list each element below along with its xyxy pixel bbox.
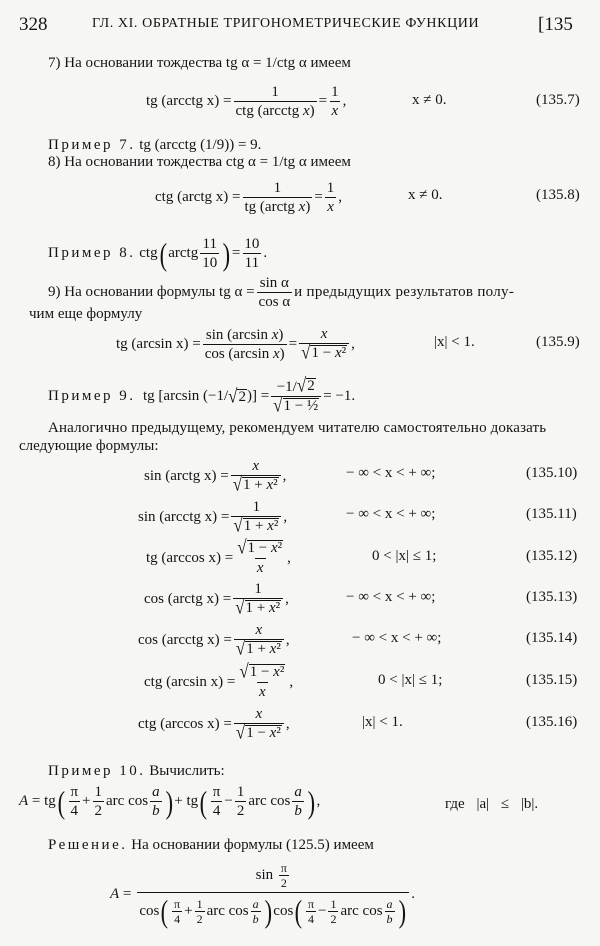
condition-135-12: 0 < |x| ≤ 1; [372,548,437,564]
example-9: Пример 9. tg [arcsin (−1/ √ 2 )] = −1/ √ 2 √ 1 − ½ = −1. [48,374,356,417]
item-9-line1: 9) На основании формулы tg α = $\frac{\text{sin α}}{\text{cos α}}$ и предыдущих результатов полу- [48,275,515,310]
condition-135-10: − ∞ < x < + ∞; [346,465,436,481]
example-7-expr: tg (arcctg (1/9)) = 9. [139,137,262,153]
condition-135-8: x ≠ 0. [408,187,443,203]
example-8: Пример 8. ctg ( arctg $\frac{11}{10}$ ) = $\frac{10}{11}$ . [48,235,268,272]
formula-135-12: tg (arccos x) = √ 1 − x² x , [146,536,291,576]
condition-135-7: x ≠ 0. [412,92,447,108]
example-7-label: Пример 7. [48,137,136,153]
equation-number-135-7: (135.7) [536,92,580,108]
formula-135-13-lhs: cos (arctg x) = [144,590,232,607]
solution-formula: A = sin $\frac{\pi}{2}$ cos ( $\frac{\pi}{4}$ + $\frac{1}{2}$ arc cos $\frac{a}{b}$ ) cos ( $\frac{\pi}{4}$ − $\frac{1}{2}$ arc cos $\frac{a}{b}$ ) . [110,861,415,929]
equation-number-135-15: (135.15) [526,672,578,688]
item-9-part1: 9) На основании формулы tg α = [48,284,255,300]
formula-135-16: ctg (arccos x) = x √ 1 − x² , [138,706,290,744]
formula-135-15-lhs: ctg (arcsin x) = [144,673,236,690]
formula-135-7: tg (arcctg x) = $\frac{1}{\text{ctg (arcctg x)}}$ = $\frac{1}{x}$ , [146,84,347,119]
solution [48,836,374,854]
formula-135-14: cos (arcctg x) = x √ 1 + x² , [138,622,290,660]
condition-135-9: |x| < 1. [434,334,475,350]
condition-example-10: где |a| ≤ |b|. [445,796,539,812]
equation-number-135-12: (135.12) [526,548,578,564]
equation-number-135-10: (135.10) [526,465,578,481]
equation-number-135-14: (135.14) [526,630,578,646]
formula-135-8: ctg (arctg x) = $\frac{1}{\text{tg (arctg x)}}$ = $\frac{1}{x}$ , [155,180,343,215]
item-9-part2: и предыдущих результатов полу- [294,284,515,300]
condition-135-16: |x| < 1. [362,714,403,730]
example-7 [48,136,261,154]
formula-135-8-lhs: ctg (arctg x) = [155,189,241,205]
page-number: 328 [19,14,48,35]
chapter-title: ГЛ. XI. ОБРАТНЫЕ ТРИГОНОМЕТРИЧЕСКИЕ ФУНКЦИИ [92,16,480,31]
formula-135-7-lhs: tg (arcctg x) = [146,93,232,109]
equation-number-135-9: (135.9) [536,334,580,350]
paragraph-line-1: Аналогично предыдущему, рекомендуем читателю самостоятельно доказать [48,420,547,436]
formula-135-15: ctg (arcsin x) = √ 1 − x² x , [144,660,294,700]
formula-135-10: sin (arctg x) = x √ 1 + x² , [144,458,287,496]
example-10-formula: A = tg ( $\frac{\pi}{4}$ + $\frac{1}{2}$ arc cos $\frac{a}{b}$ ) + tg ( $\frac{\pi}{4}$ − $\frac{1}{2}$ arc cos $\frac{a}{b}$ ) , [19,783,321,820]
formula-135-13: cos (arctg x) = 1 √ 1 + x² , [144,581,289,619]
condition-135-14: − ∞ < x < + ∞; [352,630,442,646]
paragraph-line-2: следующие формулы: [19,438,159,454]
section-marker: [135 [538,14,573,35]
condition-135-13: − ∞ < x < + ∞; [346,589,436,605]
example-10-text: Вычислить: [149,763,225,779]
formula-135-9: tg (arcsin x) = $\frac{\text{sin (arcsin x)}}{\text{cos (arcsin x)}}$ = x √ 1 − x² , [116,326,355,364]
formula-135-11: sin (arcctg x) = 1 √ 1 + x² , [138,499,288,537]
equation-number-135-11: (135.11) [526,506,577,522]
formula-135-12-lhs: tg (arccos x) = [146,549,234,566]
formula-135-14-lhs: cos (arcctg x) = [138,631,232,648]
formula-135-9-lhs: tg (arcsin x) = [116,335,201,352]
example-10-label: Пример 10. [48,763,146,779]
formula-135-10-lhs: sin (arctg x) = [144,467,229,484]
equation-number-135-8: (135.8) [536,187,580,203]
condition-135-11: − ∞ < x < + ∞; [346,506,436,522]
example-10 [48,762,225,780]
equation-number-135-16: (135.16) [526,714,578,730]
example-8-label: Пример 8. [48,245,136,261]
item-7-text: 7) На основании тождества tg α = 1/ctg α имеем [48,55,351,71]
solution-label: Решение. [48,837,128,853]
condition-135-15: 0 < |x| ≤ 1; [378,672,443,688]
formula-135-11-lhs: sin (arcctg x) = [138,508,230,525]
item-8-text: 8) На основании тождества ctg α = 1/tg α имеем [48,154,351,170]
item-9-line2: чим еще формулу [29,306,143,322]
example-9-label: Пример 9. [48,388,136,404]
formula-135-16-lhs: ctg (arccos x) = [138,715,232,732]
solution-text: На основании формулы (125.5) имеем [131,837,374,853]
equation-number-135-13: (135.13) [526,589,578,605]
